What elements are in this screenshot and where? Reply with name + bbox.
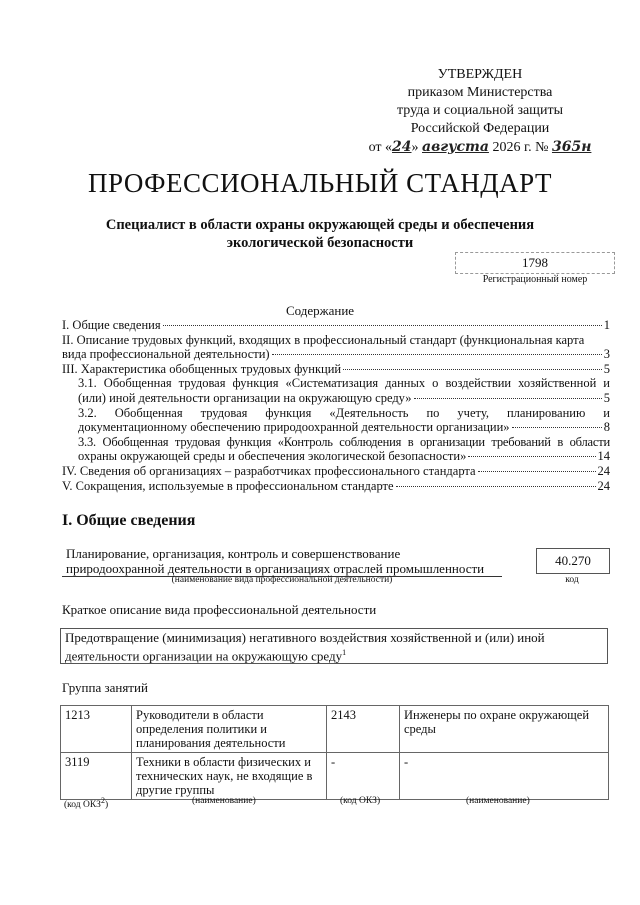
toc-item-text: I. Общие сведения — [62, 318, 161, 332]
toc-item[interactable] — [62, 406, 610, 435]
toc-item-page: 3 — [603, 347, 610, 362]
standard-subtitle — [60, 216, 580, 252]
approval-ministry: труда и социальной защиты — [397, 103, 563, 118]
registration-label: Регистрационный номер — [482, 274, 588, 285]
toc-item[interactable] — [62, 333, 610, 362]
toc-leader — [163, 325, 602, 326]
activity-name-line: природоохранной деятельности в организациях отраслей промышленности — [66, 561, 485, 576]
okz-name-cell: Техники в области физических и технических наук, не входящие в другие группы — [132, 753, 327, 800]
table-row — [61, 753, 609, 800]
toc-item-text: II. Описание трудовых функций, входящих в профессиональный стандарт (функциональная карта — [62, 332, 585, 347]
okz-code-cell: 1213 — [61, 706, 132, 753]
okz-code-caption — [64, 796, 108, 810]
toc-heading: Содержание — [285, 303, 355, 318]
toc-item-page: 1 — [603, 318, 610, 332]
footnote-marker: 1 — [342, 648, 347, 657]
toc-item-text: документационному обеспечению природоохранной деятельности организации» — [78, 420, 510, 435]
date-year: 2026 г. № — [492, 140, 549, 155]
toc-leader — [343, 369, 602, 370]
toc-item-text: V. Сокращения, используемые в профессиональном стандарте — [62, 478, 394, 493]
toc-item-page: 5 — [603, 390, 610, 405]
activity-code-box: 40.270 — [536, 548, 610, 574]
brief-description-box — [60, 628, 608, 664]
registration-number-box: 1798 — [455, 252, 615, 274]
toc-item-text: 3.2. Обобщенная трудовая функция «Деятельность по учету, планированию и — [78, 405, 610, 420]
date-quote: » — [411, 140, 422, 155]
approval-date-line — [330, 138, 630, 157]
toc-item[interactable] — [62, 464, 610, 479]
toc-item-page: 8 — [603, 420, 610, 435]
handwritten-month: августа — [422, 139, 489, 155]
toc-item[interactable] — [62, 376, 610, 405]
subtitle-line-1: Специалист в области охраны окружающей среды и обеспечения — [105, 217, 535, 233]
toc-item-text: 3.1. Обобщенная трудовая функция «Систематизация данных о воздействии хозяйственной и — [78, 376, 610, 391]
toc-item-page: 5 — [603, 361, 610, 376]
okz-name-cell: - — [400, 753, 609, 800]
toc-item[interactable] — [62, 435, 610, 464]
table-row — [61, 706, 609, 753]
toc-item-page: 14 — [597, 449, 610, 464]
page-title: ПРОФЕССИОНАЛЬНЫЙ СТАНДАРТ — [87, 168, 553, 198]
okz-code-cell: 3119 — [61, 753, 132, 800]
toc-item[interactable] — [62, 318, 610, 333]
subtitle-line-2: экологической безопасности — [226, 235, 414, 251]
table-of-contents — [62, 318, 610, 493]
toc-item[interactable] — [62, 479, 610, 494]
okz-name-cell: Инженеры по охране окружающей среды — [400, 706, 609, 753]
occupation-group-label: Группа занятий — [62, 680, 148, 695]
toc-leader — [414, 398, 602, 399]
toc-item-text: III. Характеристика обобщенных трудовых функций — [62, 361, 342, 376]
okz-name-cell: Руководители в области определения политики и планирования деятельности — [132, 706, 327, 753]
caption-text: ) — [104, 800, 109, 811]
brief-description-text: Предотвращение (минимизация) негативного воздействия хозяйственной и (или) иной деятельности организации на окружающую среду — [65, 630, 545, 664]
brief-description-label: Краткое описание вида профессиональной деятельности — [62, 602, 377, 617]
approval-federation: Российской Федерации — [410, 121, 550, 136]
toc-item[interactable] — [62, 362, 610, 377]
section-heading: I. Общие сведения — [62, 512, 196, 529]
toc-item-text: (или) иной деятельности организации на окружающую среду» — [78, 390, 412, 405]
toc-leader — [512, 427, 602, 428]
okz-code-cell: 2143 — [327, 706, 400, 753]
toc-leader — [396, 486, 596, 487]
toc-item-text: 3.3. Обобщенная трудовая функция «Контроль соблюдения в организации требований в области — [78, 434, 610, 449]
okz-code-cell: - — [327, 753, 400, 800]
occupation-table — [60, 705, 609, 800]
activity-name — [66, 546, 496, 576]
toc-leader — [468, 456, 595, 457]
approval-title: УТВЕРЖДЕН — [437, 67, 523, 82]
okz-name-caption-2: (наименование) — [466, 796, 530, 806]
footnote-marker: 2 — [100, 796, 105, 805]
toc-item-page: 24 — [597, 478, 610, 493]
toc-item-text: вида профессиональной деятельности) — [62, 347, 270, 362]
approval-order: приказом Министерства — [407, 85, 553, 100]
approval-block — [330, 66, 630, 157]
activity-caption: (наименование вида профессиональной деятельности) — [171, 575, 393, 585]
toc-leader — [478, 471, 596, 472]
toc-leader — [272, 354, 602, 355]
okz-code-caption-2: (код ОКЗ) — [340, 796, 381, 806]
okz-name-caption: (наименование) — [192, 796, 256, 806]
activity-code-caption: код — [565, 575, 579, 585]
toc-item-page: 24 — [597, 463, 610, 478]
toc-item-text: IV. Сведения об организациях – разработчиках профессионального стандарта — [62, 463, 476, 478]
handwritten-day: 24 — [392, 139, 412, 155]
date-prefix: от « — [368, 140, 393, 155]
toc-item-text: охраны окружающей среды и обеспечения экологической безопасности» — [78, 449, 467, 464]
activity-name-line: Планирование, организация, контроль и совершенствование — [66, 546, 401, 561]
caption-text: (код ОКЗ — [64, 800, 101, 811]
handwritten-order-number: 365н — [551, 139, 592, 155]
